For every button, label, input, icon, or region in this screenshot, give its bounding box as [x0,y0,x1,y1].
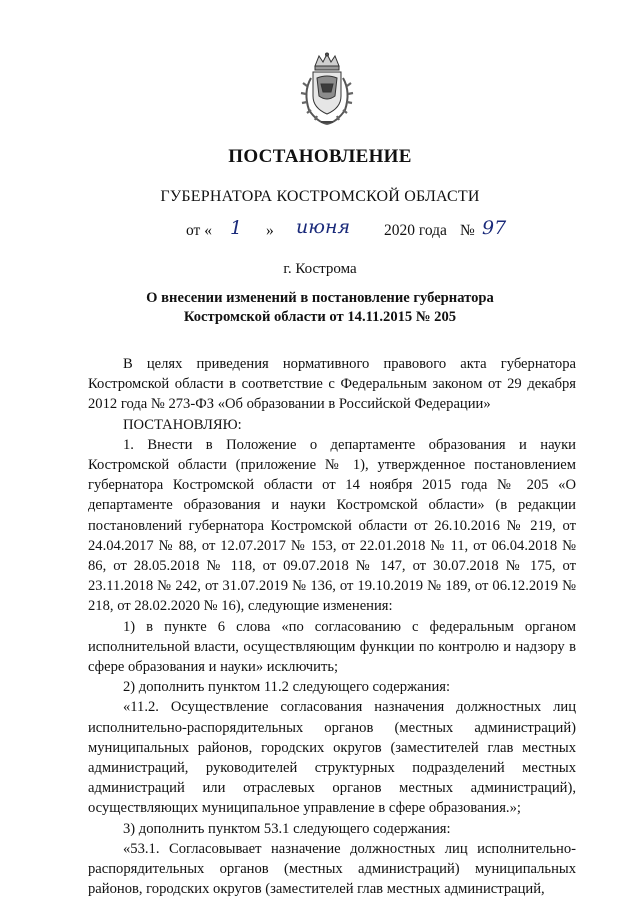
heading-line: Костромской области от 14.11.2015 № 205 [183,309,457,325]
document-number-label: № [460,222,475,239]
document-title: ПОСТАНОВЛЕНИЕ [228,146,412,167]
date-year: 2020 года [384,222,447,239]
date-prefix: от « [186,222,212,239]
subitem-2-paragraph: 2) дополнить пунктом 11.2 следующего содержания: [123,679,451,696]
document-date-line [186,216,526,248]
subitem-1-paragraph: 1) в пункте 6 слова «по согласованию с федеральным органом исполнительной власти, осуществляющим функции по контролю и надзору в сфере образования и науки» исключить; [88,618,576,676]
document-number-handwritten: 97 [482,217,507,239]
decree-word: ПОСТАНОВЛЯЮ: [123,416,242,433]
date-month-handwritten: июня [296,216,351,238]
date-day-handwritten: 1 [230,217,243,239]
item-1-paragraph: 1. Внести в Положение о департаменте образования и науки Костромской области (приложение № 1), утвержденное постановлением губернатора Костромской области от 14 ноября 2015 года № 205 «О департаменте образования и науки Костромской области» (в редакции постановлений губернатора Костромской области от 26.10.2016 № 219, от 24.04.2017 № 88, от 12.07.2017 № 153, от 22.01.2018 № 11, от 06.04.2018 № 86, от 28.05.2018 № 118, от 09.07.2018 № 147, от 30.07.2018 № 175, от 23.11.2018 № 242, от 31.07.2019 № 136, от 19.10.2019 № 189, от 06.12.2019 № 218, от 28.02.2020 № 16), следующие изменения: [88,436,576,615]
date-close-quote: » [266,222,274,239]
document-heading [0,289,640,327]
heading-line: О внесении изменений в постановление губернатора [146,290,494,306]
coat-of-arms-emblem [297,52,357,128]
document-body [88,354,576,899]
document-issuer: ГУБЕРНАТОРА КОСТРОМСКОЙ ОБЛАСТИ [160,188,480,205]
document-city: г. Кострома [283,261,357,277]
clause-53-1-paragraph: «53.1. Согласовывает назначение должностных лиц исполнительно-распорядительных органов (местных администраций) муниципальных районов, городских округов (заместителей глав местных администраций, [88,840,576,898]
clause-11-2-paragraph: «11.2. Осуществление согласования назначения должностных лиц исполнительно-распорядительных органов (местных администраций) муниципальных районов, городских округов (заместителей глав местных администраций, руководителей структурных подразделений местных администраций или отраслевых органов местных администраций), осуществляющих муниципальное управление в сфере образования.»; [88,699,576,817]
subitem-3-paragraph: 3) дополнить пунктом 53.1 следующего содержания: [123,820,451,837]
preamble-paragraph: В целях приведения нормативного правового акта губернатора Костромской области в соответствие с Федеральным законом от 29 декабря 2012 года № 273-ФЗ «Об образовании в Российской Федерации» [88,356,576,413]
